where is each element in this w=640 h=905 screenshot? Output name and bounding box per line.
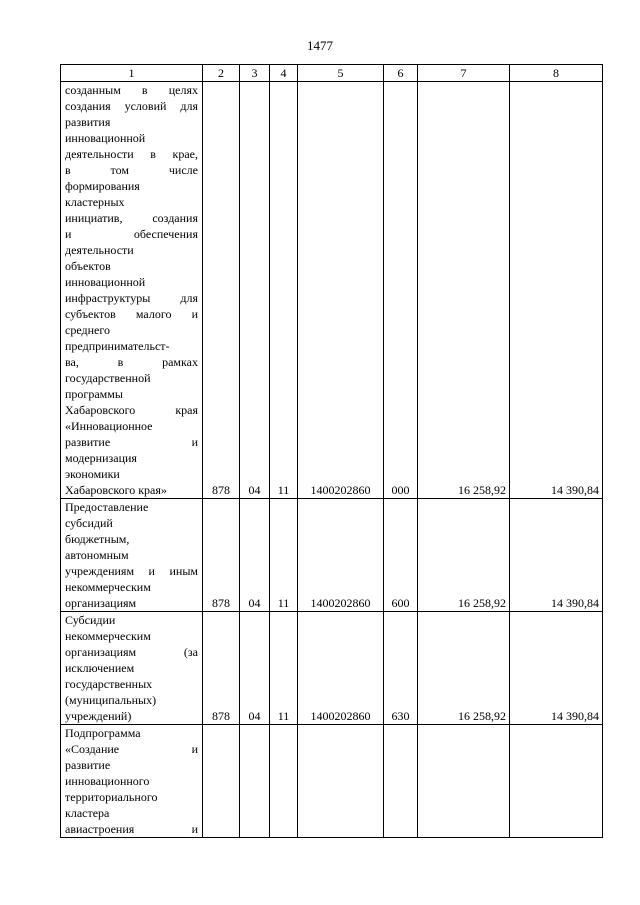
description-line: и обеспечения (65, 227, 198, 241)
description-line: Хабаровского края (65, 403, 198, 417)
cell-ministry-code: 878 (203, 499, 240, 612)
cell-amount-col8: 14 390,84 (510, 499, 603, 612)
description-line: некоммерческим (65, 580, 151, 594)
cell-subsection: 11 (270, 612, 298, 725)
description-line: Хабаровского края» (65, 483, 167, 497)
table-row (61, 499, 603, 612)
table-body (61, 82, 603, 838)
cell-amount-col8 (510, 725, 603, 838)
cell-section: 04 (240, 499, 270, 612)
cell-section: 04 (240, 612, 270, 725)
description-line: развития (65, 115, 111, 129)
row-description (61, 612, 203, 725)
description-line: формирования (65, 179, 140, 193)
table-row (61, 725, 603, 838)
description-line: инновационной (65, 275, 146, 289)
description-line: «Создание и (65, 742, 198, 756)
cell-section (240, 725, 270, 838)
description-line: ва, в рамках (65, 355, 198, 369)
cell-target-article (298, 725, 384, 838)
header-col-6: 6 (384, 65, 418, 82)
cell-amount-col7: 16 258,92 (418, 82, 510, 499)
header-col-8: 8 (510, 65, 603, 82)
description-line: модернизация (65, 451, 137, 465)
cell-subsection: 11 (270, 82, 298, 499)
header-col-4: 4 (270, 65, 298, 82)
description-line: кластера (65, 806, 110, 820)
row-description (61, 725, 203, 838)
cell-expense-type: 000 (384, 82, 418, 499)
cell-amount-col7 (418, 725, 510, 838)
description-line: кластерных (65, 195, 125, 209)
header-row (61, 65, 603, 82)
description-line: Подпрограмма (65, 726, 141, 740)
description-line: территориального (65, 790, 158, 804)
header-col-1: 1 (61, 65, 203, 82)
table-row (61, 612, 603, 725)
cell-subsection: 11 (270, 499, 298, 612)
description-line: учреждениям и иным (65, 564, 198, 578)
description-line: автономным (65, 548, 129, 562)
description-line: субъектов малого и (65, 307, 198, 321)
header-col-7: 7 (418, 65, 510, 82)
cell-target-article: 1400202860 (298, 82, 384, 499)
description-line: деятельности (65, 243, 134, 257)
description-line: государственной (65, 371, 151, 385)
description-line: (муниципальных) (65, 693, 157, 707)
description-line: исключением (65, 661, 135, 675)
row-description (61, 499, 203, 612)
row-description (61, 82, 203, 499)
description-line: среднего (65, 323, 110, 337)
description-line: инновационного (65, 774, 150, 788)
description-line: в том числе (65, 163, 198, 177)
header-col-3: 3 (240, 65, 270, 82)
description-line: программы (65, 387, 123, 401)
description-line: созданным в целях (65, 83, 198, 97)
description-line: Предоставление (65, 500, 149, 514)
cell-ministry-code (203, 725, 240, 838)
description-line: некоммерческим (65, 629, 151, 643)
description-line: авиастроения и (65, 822, 198, 836)
budget-table (60, 64, 603, 838)
description-line: «Инновационное (65, 419, 153, 433)
description-line: бюджетным, (65, 532, 130, 546)
cell-ministry-code: 878 (203, 612, 240, 725)
description-line: развитие и (65, 435, 198, 449)
header-col-2: 2 (203, 65, 240, 82)
cell-expense-type (384, 725, 418, 838)
cell-expense-type: 600 (384, 499, 418, 612)
description-line: предпринимательст- (65, 339, 170, 353)
description-line: государственных (65, 677, 153, 691)
cell-ministry-code: 878 (203, 82, 240, 499)
page-number: 1477 (307, 38, 333, 53)
description-line: организациям (за (65, 645, 198, 659)
cell-amount-col7: 16 258,92 (418, 499, 510, 612)
description-line: развитие (65, 758, 111, 772)
cell-amount-col8: 14 390,84 (510, 82, 603, 499)
cell-target-article: 1400202860 (298, 612, 384, 725)
description-line: организациям (65, 596, 137, 610)
description-line: экономики (65, 467, 120, 481)
cell-section: 04 (240, 82, 270, 499)
description-line: учреждений) (65, 709, 132, 723)
cell-subsection (270, 725, 298, 838)
description-line: объектов (65, 259, 111, 273)
cell-target-article: 1400202860 (298, 499, 384, 612)
table-row (61, 82, 603, 499)
description-line: инициатив, создания (65, 211, 198, 225)
description-line: субсидий (65, 516, 113, 530)
description-line: создания условий для (65, 99, 198, 113)
cell-amount-col8: 14 390,84 (510, 612, 603, 725)
cell-expense-type: 630 (384, 612, 418, 725)
description-line: Субсидии (65, 613, 116, 627)
cell-amount-col7: 16 258,92 (418, 612, 510, 725)
description-line: деятельности в крае, (65, 147, 198, 161)
header-col-5: 5 (298, 65, 384, 82)
description-line: инфраструктуры для (65, 291, 198, 305)
description-line: инновационной (65, 131, 146, 145)
